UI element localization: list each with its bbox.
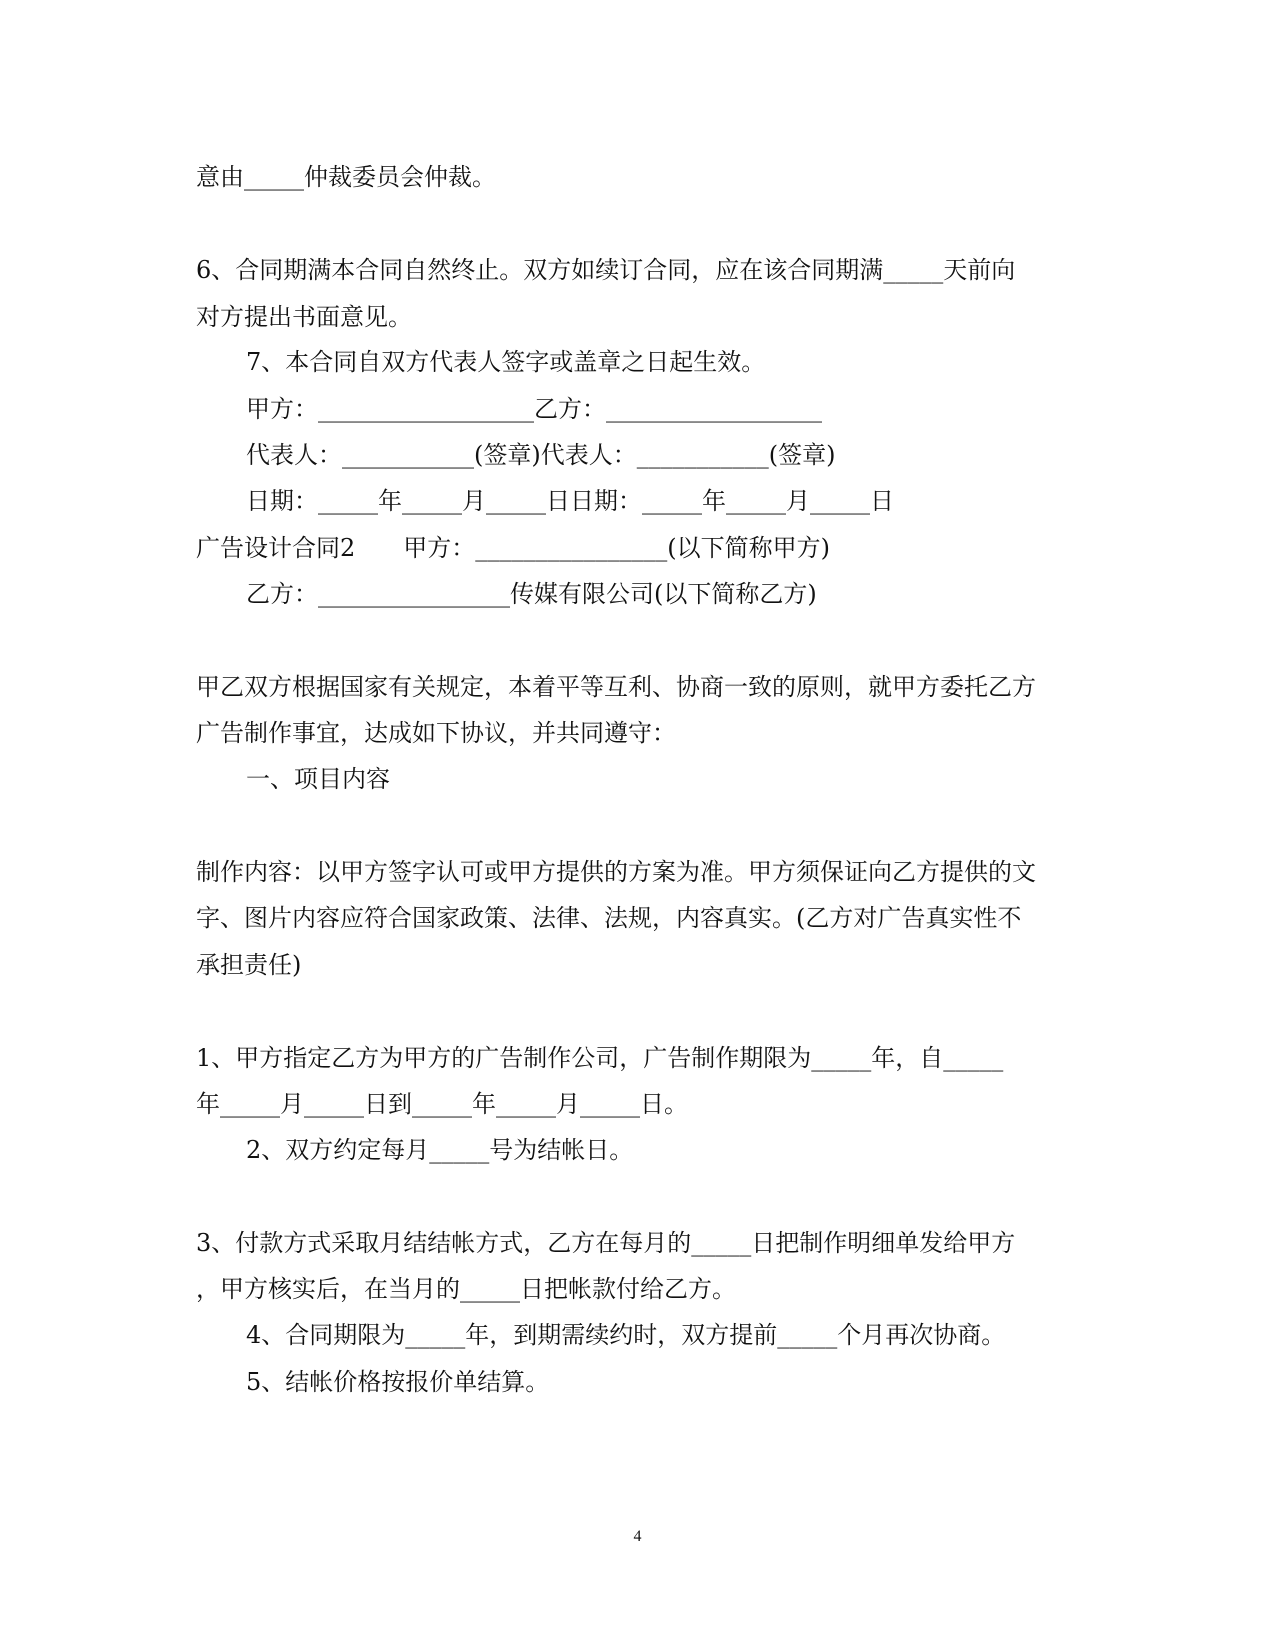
- text-line: 2、双方约定每月_____号为结帐日。: [246, 1136, 634, 1164]
- text-line: 5、结帐价格按报价单结算。: [246, 1368, 550, 1396]
- text-line: 年_____月_____日到_____年_____月_____日。: [196, 1090, 688, 1118]
- text-line: 3、付款方式采取月结结帐方式，乙方在每月的_____日把制作明细单发给甲方: [196, 1229, 1016, 1257]
- text-line: 广告制作事宜，达成如下协议，并共同遵守：: [196, 719, 676, 747]
- text-line: 乙方：________________传媒有限公司(以下简称乙方): [246, 580, 817, 608]
- page-number: 4: [633, 1528, 642, 1545]
- text-line: ，甲方核实后，在当月的_____日把帐款付给乙方。: [196, 1275, 736, 1303]
- text-line: 意由_____仲裁委员会仲裁。: [196, 163, 496, 191]
- text-line: 1、甲方指定乙方为甲方的广告制作公司，广告制作期限为_____年，自_____: [196, 1044, 1004, 1072]
- signature-line-parties: 甲方：__________________乙方：__________________: [246, 395, 822, 423]
- signature-line-representatives: 代表人：___________(签章)代表人：___________(签章): [246, 441, 836, 469]
- text-line: 对方提出书面意见。: [196, 303, 412, 331]
- text-line: 制作内容：以甲方签字认可或甲方提供的方案为准。甲方须保证向乙方提供的文: [196, 858, 1036, 886]
- contract-title-line: 广告设计合同2 甲方：________________(以下简称甲方): [196, 534, 830, 562]
- section-heading: 一、项目内容: [246, 765, 390, 793]
- signature-line-dates: 日期：_____年_____月_____日日期：_____年_____月_____日: [246, 487, 894, 515]
- text-line: 6、合同期满本合同自然终止。双方如续订合同，应在该合同期满_____天前向: [196, 256, 1016, 284]
- text-line: 字、图片内容应符合国家政策、法律、法规，内容真实。(乙方对广告真实性不: [196, 904, 1022, 932]
- text-line: 甲乙双方根据国家有关规定，本着平等互利、协商一致的原则，就甲方委托乙方: [196, 673, 1036, 701]
- text-line: 承担责任): [196, 951, 302, 979]
- text-line: 7、本合同自双方代表人签字或盖章之日起生效。: [246, 348, 766, 376]
- text-line: 4、合同期限为_____年，到期需续约时，双方提前_____个月再次协商。: [246, 1321, 1006, 1349]
